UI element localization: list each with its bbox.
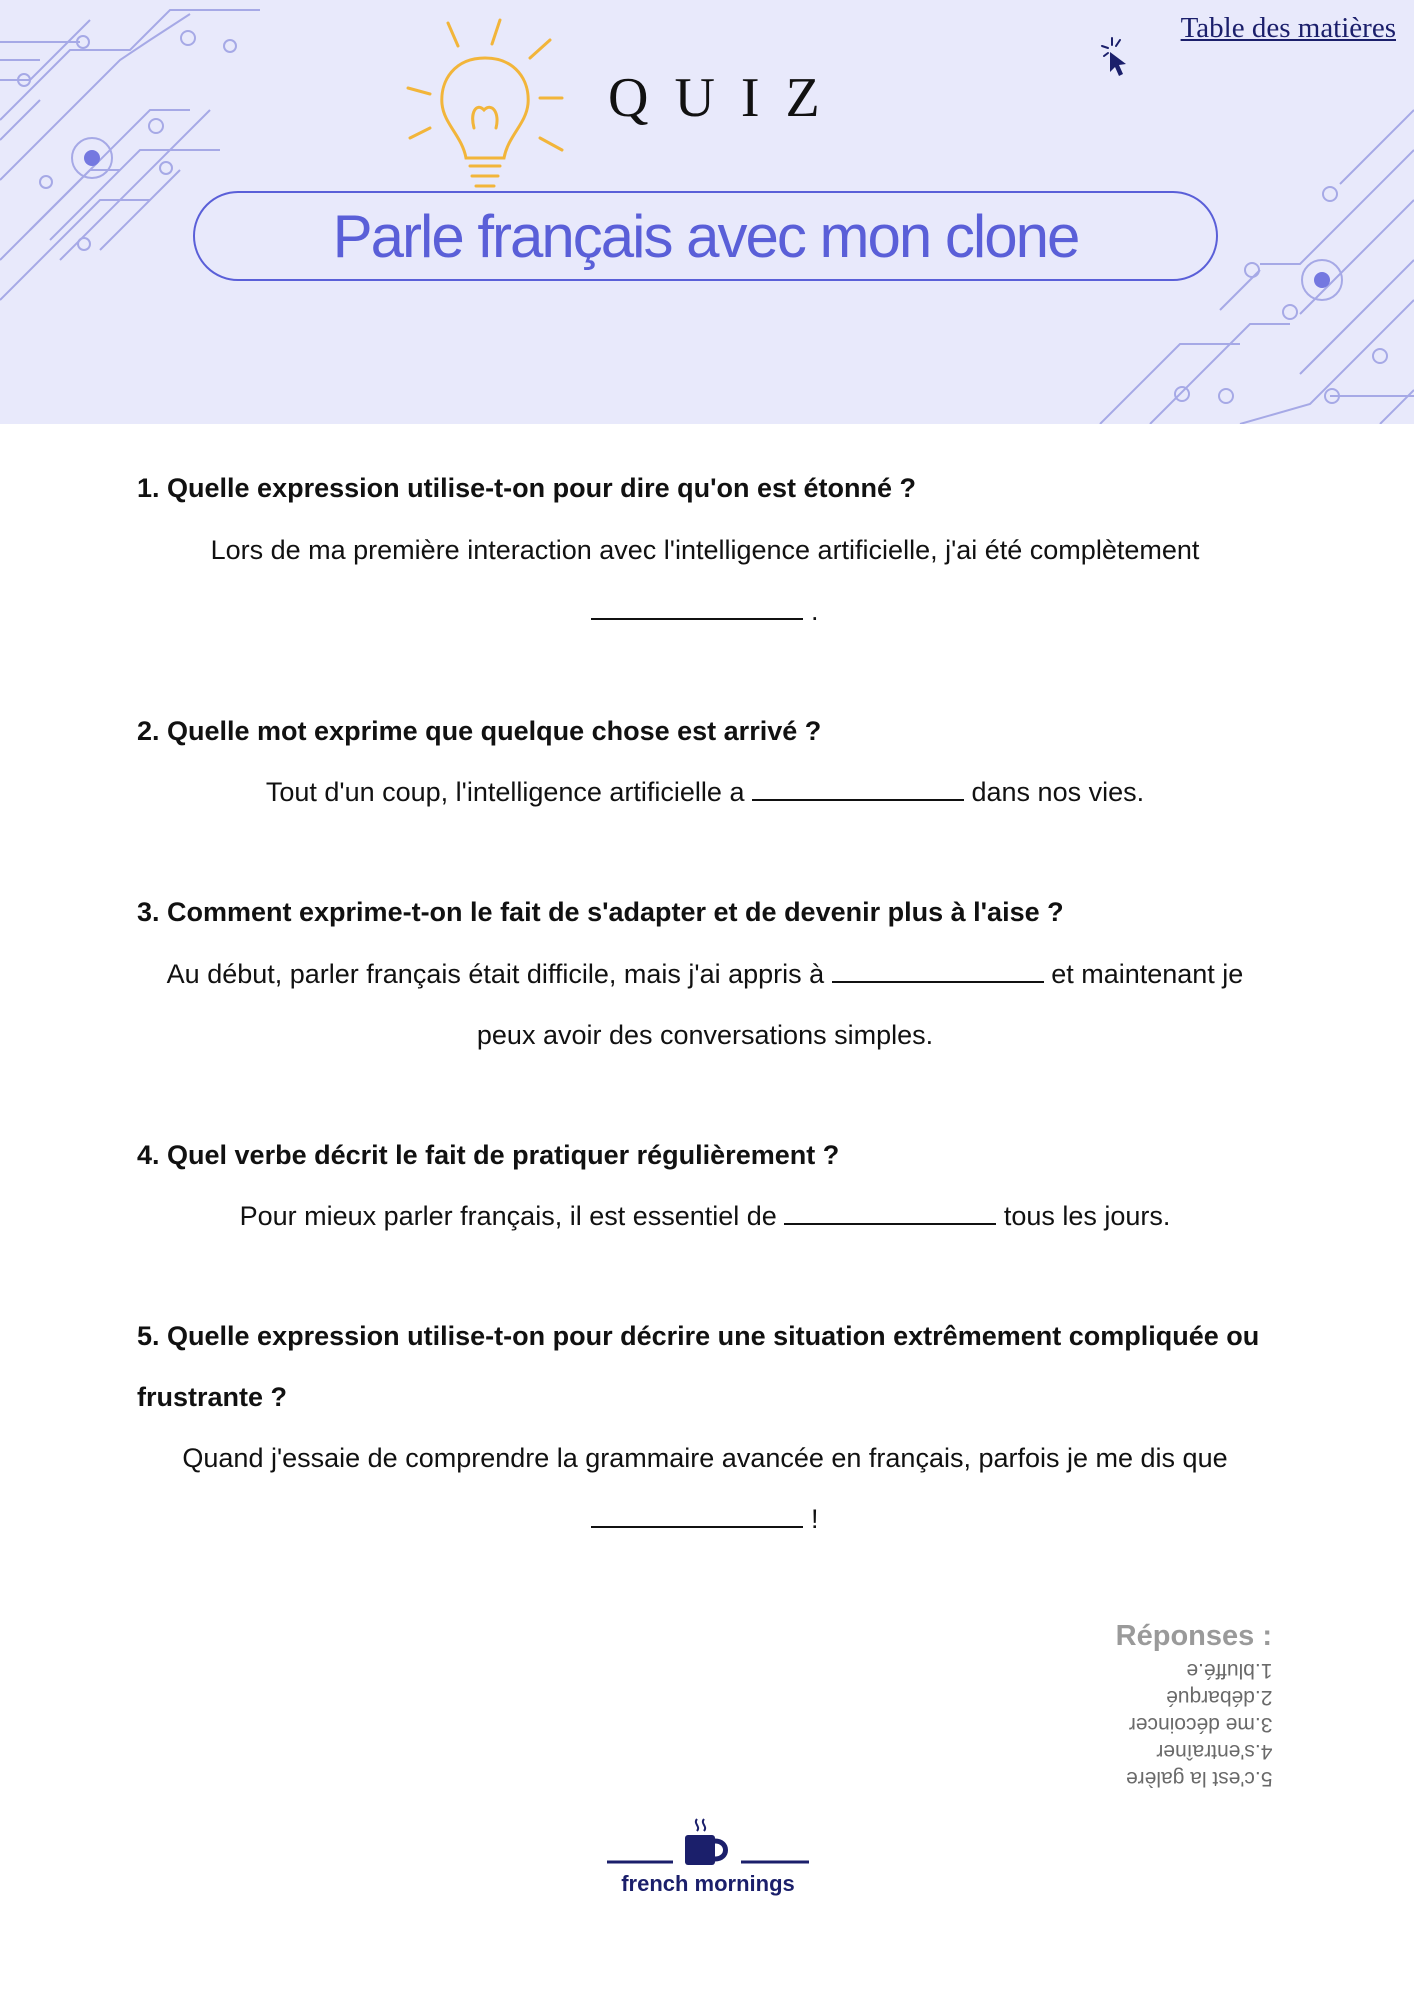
answer-item: 5.c'est la galère — [1125, 1767, 1272, 1790]
sentence-5 — [130, 1428, 1280, 1489]
question-2: 2. Quelle mot exprime que quelque chose est arrivé ? — [137, 716, 822, 746]
cursor-click-icon — [1100, 34, 1136, 78]
subtitle-pill — [193, 191, 1218, 281]
lightbulb-icon — [400, 18, 570, 208]
answers-list — [1126, 1657, 1272, 1792]
sentence-1-text: Lors de ma première interaction avec l'intelligence artificielle, j'ai été complètement — [210, 535, 1200, 565]
sentence-5-blank-line — [130, 1489, 1280, 1550]
sentence-3-end: et maintenant je peux avoir des conversations simples. — [476, 959, 1244, 1050]
sentence-1-blank-line — [130, 581, 1280, 642]
sentence-3 — [140, 944, 1270, 1066]
quiz-subtitle: Parle français avec mon clone — [332, 202, 1079, 270]
answer-item: 2.débarqué — [1165, 1686, 1272, 1709]
sentence-4-end: tous les jours. — [1003, 1201, 1171, 1231]
sentence-4-text: Pour mieux parler français, il est essentiel de — [239, 1201, 777, 1231]
answers-heading: Réponses : — [1115, 1620, 1272, 1652]
coffee-mug-icon — [605, 1815, 811, 1871]
question-3: 3. Comment exprime-t-on le fait de s'adapter et de devenir plus à l'aise ? — [137, 897, 1064, 927]
sentence-2-text: Tout d'un coup, l'intelligence artificielle a — [265, 777, 745, 807]
answer-blank-1 — [591, 592, 803, 620]
question-1: 1. Quelle expression utilise-t-on pour dire qu'on est étonné ? — [137, 473, 917, 503]
answer-item: 1.bluffé.e — [1185, 1659, 1272, 1682]
table-of-contents-link[interactable]: Table des matières — [1180, 12, 1396, 44]
answer-blank-4 — [784, 1197, 996, 1225]
sentence-1-end: . — [811, 596, 819, 626]
brand-name: french mornings — [621, 1871, 795, 1896]
answer-blank-5 — [591, 1500, 803, 1528]
question-5: 5. Quelle expression utilise-t-on pour décrire une situation extrêmement compliquée ou frustrante ? — [137, 1321, 1260, 1412]
sentence-5-end: ! — [811, 1504, 819, 1534]
answers-block — [1116, 1620, 1272, 1792]
sentence-4 — [130, 1186, 1280, 1247]
sentence-2 — [130, 762, 1280, 823]
french-mornings-logo — [605, 1815, 811, 1915]
quiz-title: QUIZ — [608, 67, 846, 129]
question-4: 4. Quel verbe décrit le fait de pratiquer régulièrement ? — [137, 1140, 840, 1170]
sentence-3-text: Au début, parler français était difficile, mais j'ai appris à — [166, 959, 825, 989]
header-banner — [0, 0, 1414, 424]
answer-blank-2 — [752, 773, 964, 801]
sentence-1 — [130, 520, 1280, 581]
sentence-5-text: Quand j'essaie de comprendre la grammaire avancée en français, parfois je me dis que — [182, 1443, 1228, 1473]
answer-item: 4.s'entraîner — [1155, 1740, 1272, 1763]
answer-item: 3.me décoincer — [1128, 1713, 1272, 1736]
sentence-2-end: dans nos vies. — [971, 777, 1145, 807]
answer-blank-3 — [832, 955, 1044, 983]
